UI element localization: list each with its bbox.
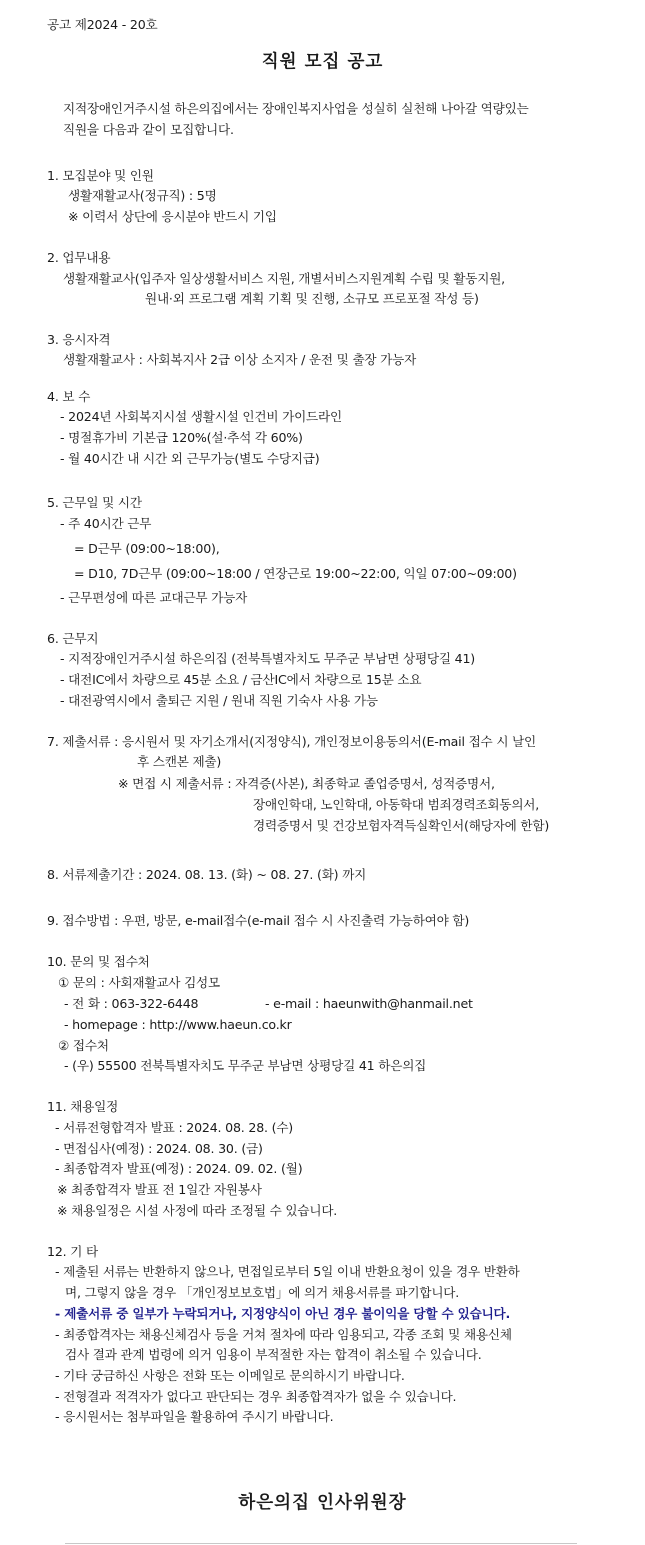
list-item: - 제출된 서류는 반환하지 않으나, 면접일로부터 5일 이내 반환요청이 있을 경우 반환하 [55, 1264, 520, 1279]
section-heading: 2. 업무내용 [47, 250, 111, 265]
note-line: ※ 채용일정은 시설 사정에 따라 조정될 수 있습니다. [57, 1203, 338, 1218]
notice-number: 공고 제2024 - 20호 [47, 17, 158, 32]
list-item: - 최종합격자는 채용신체검사 등을 거쳐 절차에 따라 임용되고, 각종 조회 및 채용신체 [55, 1327, 512, 1342]
section-heading: 12. 기 타 [47, 1244, 98, 1259]
body-line: 며, 그렇지 않을 경우 「개인정보보호법」에 의거 채용서류를 파기합니다. [65, 1285, 460, 1300]
section-heading: 6. 근무지 [47, 631, 99, 646]
list-item: - 대전IC에서 차량으로 45분 소요 / 금산IC에서 차량으로 15분 소요 [60, 672, 422, 687]
body-line: ② 접수처 [58, 1038, 109, 1053]
body-line: = D근무 (09:00~18:00), [74, 541, 220, 556]
section-heading: 1. 모집분야 및 인원 [47, 168, 154, 183]
list-item: - 지적장애인거주시설 하은의집 (전북특별자치도 무주군 부남면 상평당길 41) [60, 651, 475, 666]
section-heading: 11. 채용일정 [47, 1099, 119, 1114]
intro-line: 지적장애인거주시설 하은의집에서는 장애인복지사업을 성실히 실천해 나아갈 역량있는 [63, 101, 529, 116]
list-item: - 2024년 사회복지시설 생활시설 인건비 가이드라인 [60, 409, 342, 424]
section-heading: 8. 서류제출기간 : 2024. 08. 13. (화) ~ 08. 27. (화) 까지 [47, 867, 367, 882]
body-line: 원내·외 프로그램 계획 기획 및 진행, 소규모 프로포절 작성 등) [145, 291, 479, 306]
list-item: - 최종합격자 발표(예정) : 2024. 09. 02. (월) [55, 1161, 303, 1176]
list-item: - 월 40시간 내 시간 외 근무가능(별도 수당지급) [60, 451, 320, 466]
postal-address: - (우) 55500 전북특별자치도 무주군 부남면 상평당길 41 하은의집 [64, 1058, 427, 1073]
list-item: - 기타 궁금하신 사항은 전화 또는 이메일로 문의하시기 바랍니다. [55, 1368, 405, 1383]
body-line: 장애인학대, 노인학대, 아동학대 범죄경력조회동의서, [253, 797, 540, 812]
section-heading: 5. 근무일 및 시간 [47, 495, 142, 510]
list-item: - 응시원서는 첨부파일을 활용하여 주시기 바랍니다. [55, 1409, 334, 1424]
body-line: 검사 결과 관계 법령에 의거 임용이 부적절한 자는 합격이 취소될 수 있습니다. [65, 1347, 482, 1362]
list-item: - 근무편성에 따른 교대근무 가능자 [60, 590, 248, 605]
body-line: 생활재활교사 : 사회복지사 2급 이상 소지자 / 운전 및 출장 가능자 [63, 352, 417, 367]
list-item: - 주 40시간 근무 [60, 516, 152, 531]
note-line: ※ 최종합격자 발표 전 1일간 자원봉사 [57, 1182, 262, 1197]
body-line: = D10, 7D근무 (09:00~18:00 / 연장근로 19:00~22:00, 익일 07:00~09:00) [74, 566, 517, 581]
section-heading: 3. 응시자격 [47, 332, 111, 347]
body-line: 후 스캔본 제출) [137, 754, 222, 769]
contact-phone: - 전 화 : 063-322-6448 [64, 996, 199, 1011]
note-line: ※ 면접 시 제출서류 : 자격증(사본), 최종학교 졸업증명서, 성적증명서, [118, 776, 495, 791]
body-line: 생활재활교사(정규직) : 5명 [68, 188, 217, 203]
section-heading: 10. 문의 및 접수처 [47, 954, 150, 969]
body-line: 생활재활교사(입주자 일상생활서비스 지원, 개별서비스지원계획 수립 및 활동지원, [63, 271, 505, 286]
note-line: ※ 이력서 상단에 응시분야 반드시 기입 [68, 209, 277, 224]
signature: 하은의집 인사위원장 [238, 1493, 407, 1513]
homepage-link[interactable]: - homepage : http://www.haeun.co.kr [64, 1017, 292, 1032]
list-item: - 대전광역시에서 출퇴근 지원 / 원내 직원 기숙사 사용 가능 [60, 693, 378, 708]
section-heading: 4. 보 수 [47, 389, 91, 404]
body-line: 경력증명서 및 건강보험자격득실확인서(해당자에 한함) [253, 818, 550, 833]
warning-line: - 제출서류 중 일부가 누락되거나, 지정양식이 아닌 경우 불이익을 당할 수 있습니다. [55, 1306, 511, 1321]
bottom-divider [65, 1543, 577, 1544]
list-item: - 명절휴가비 기본급 120%(설·추석 각 60%) [60, 430, 303, 445]
list-item: - 서류전형합격자 발표 : 2024. 08. 28. (수) [55, 1120, 294, 1135]
section-heading: 9. 접수방법 : 우편, 방문, e-mail접수(e-mail 접수 시 사진출력 가능하여야 함) [47, 913, 470, 928]
intro-line: 직원을 다음과 같이 모집합니다. [63, 122, 234, 137]
contact-email[interactable]: - e-mail : haeunwith@hanmail.net [265, 996, 473, 1011]
list-item: - 면접심사(예정) : 2024. 08. 30. (금) [55, 1141, 263, 1156]
section-heading: 7. 제출서류 : 응시원서 및 자기소개서(지정양식), 개인정보이용동의서(E-mail 접수 시 날인 [47, 734, 537, 749]
body-line: ① 문의 : 사회재활교사 김성모 [58, 975, 220, 990]
list-item: - 전형결과 적격자가 없다고 판단되는 경우 최종합격자가 없을 수 있습니다. [55, 1389, 457, 1404]
page-title: 직원 모집 공고 [261, 52, 384, 72]
